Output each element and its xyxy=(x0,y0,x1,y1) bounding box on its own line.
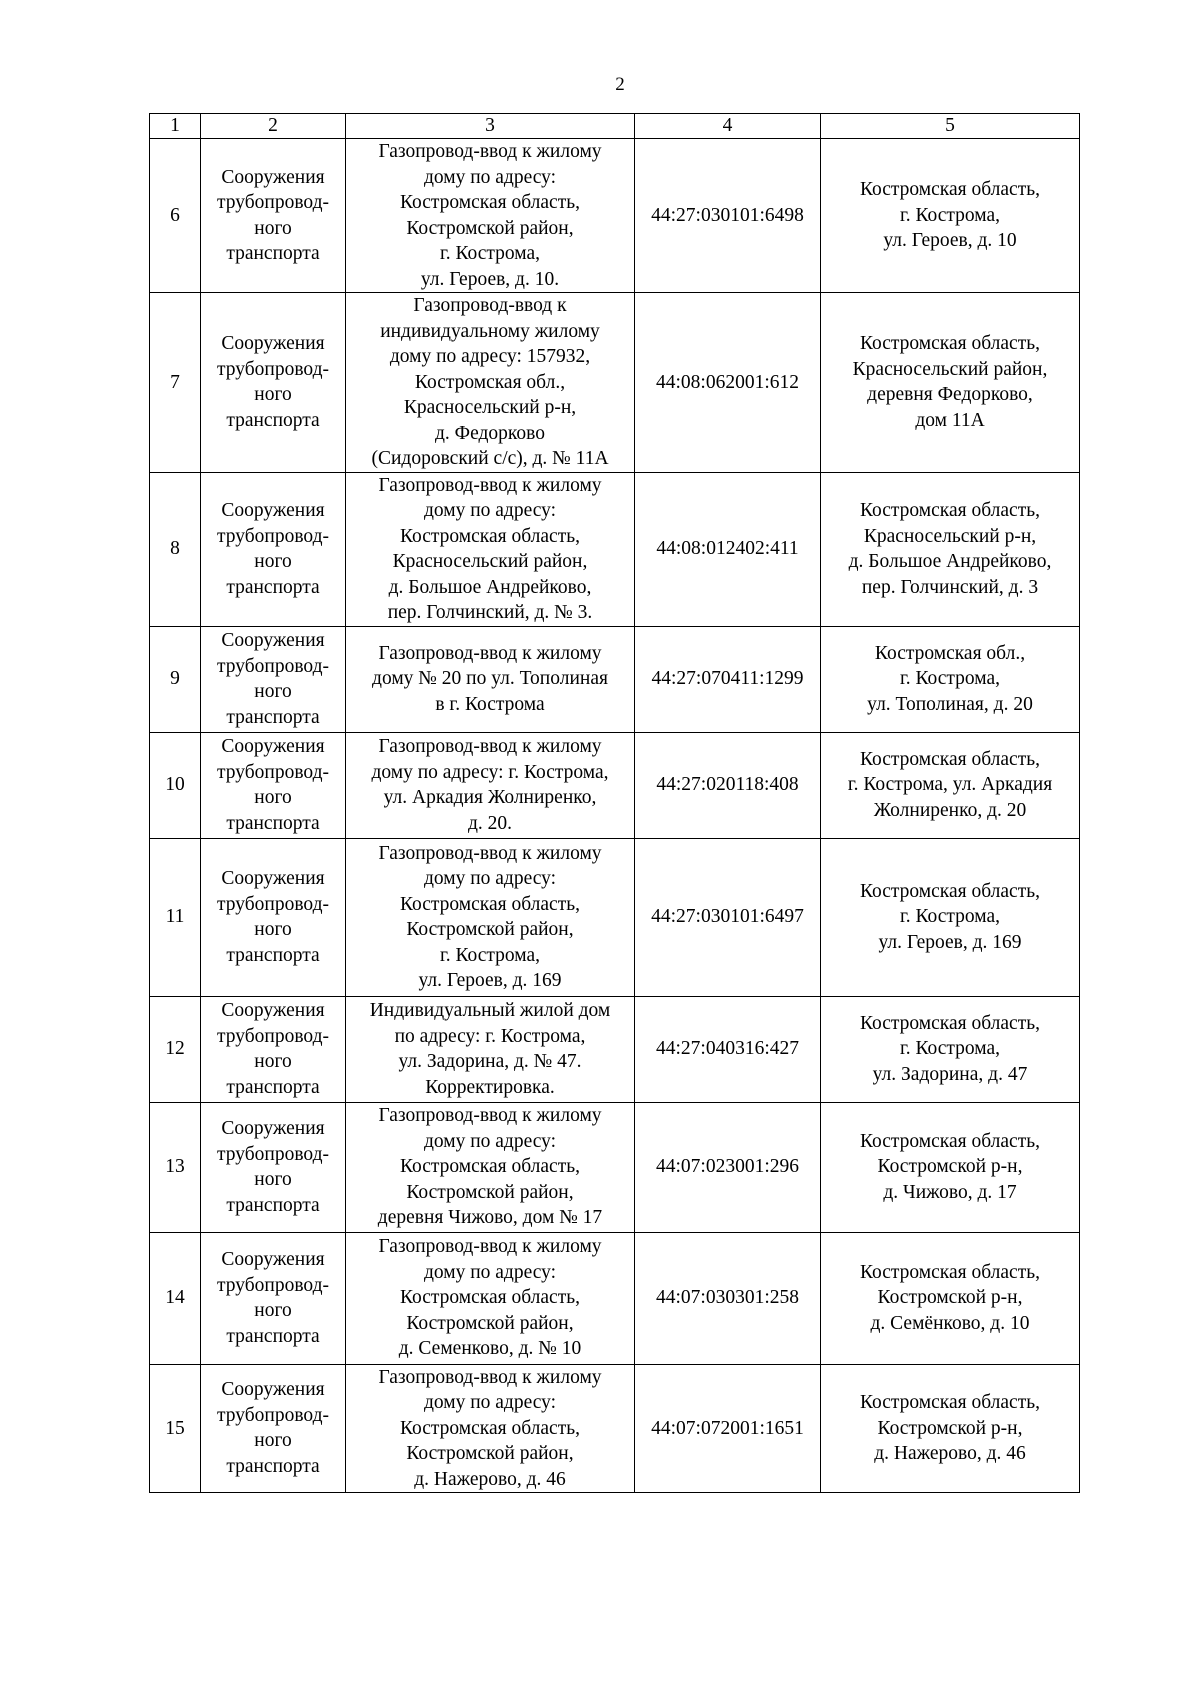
header-cell-2: 2 xyxy=(201,114,346,139)
object-description-cell xyxy=(346,1102,635,1232)
row-number-cell xyxy=(150,1232,201,1364)
object-address: Костромская область, г. Кострома, ул. Аркадия Жолниренко, д. 20 xyxy=(847,748,1053,821)
object-description: Газопровод-ввод к индивидуальному жилому дому по адресу: 157932, Костромская обл., Красносельский р-н, д. Федорково (Сидоровский с/с), д. № 11А xyxy=(371,295,609,469)
cadastral-number-cell xyxy=(635,472,821,626)
object-type-cell xyxy=(201,139,346,293)
object-address-cell xyxy=(821,996,1080,1102)
object-description: Газопровод-ввод к жилому дому по адресу: Костромская область, Красносельский район, д. Большое Андрейково, пер. Голчинский, д. № 3. xyxy=(378,474,602,623)
object-type-cell xyxy=(201,732,346,838)
cadastral-number: 44:07:030301:258 xyxy=(655,1287,799,1309)
cadastral-number-cell xyxy=(635,838,821,996)
table-row xyxy=(150,1102,1080,1232)
row-number: 10 xyxy=(165,774,185,796)
page-number: 2 xyxy=(615,74,625,95)
object-description-cell xyxy=(346,732,635,838)
object-type: Сооружения трубопровод- ного транспорта xyxy=(216,630,330,728)
cadastral-number: 44:08:062001:612 xyxy=(655,371,799,393)
row-number-cell xyxy=(150,472,201,626)
object-address: Костромская область, Красносельский район, деревня Федорково, дом 11А xyxy=(852,333,1048,431)
table-row xyxy=(150,626,1080,732)
object-address-cell xyxy=(821,293,1080,473)
object-address: Костромская область, Костромской р-н, д. Чижово, д. 17 xyxy=(859,1130,1040,1203)
objects-table xyxy=(149,113,1080,1493)
table-header-row xyxy=(150,114,1080,139)
table-row xyxy=(150,139,1080,293)
row-number: 14 xyxy=(165,1287,185,1309)
object-type: Сооружения трубопровод- ного транспорта xyxy=(216,166,330,264)
cadastral-number-cell xyxy=(635,1232,821,1364)
table-row xyxy=(150,996,1080,1102)
table-row xyxy=(150,293,1080,473)
cadastral-number: 44:08:012402:411 xyxy=(656,538,799,560)
cadastral-number-cell xyxy=(635,626,821,732)
object-address-cell xyxy=(821,1102,1080,1232)
object-address: Костромская область, Костромской р-н, д. Нажерово, д. 46 xyxy=(859,1392,1040,1464)
object-description: Газопровод-ввод к жилому дому № 20 по ул. Тополиная в г. Кострома xyxy=(372,642,608,715)
object-description-cell xyxy=(346,472,635,626)
header-cell-4: 4 xyxy=(635,114,821,139)
object-type-cell xyxy=(201,838,346,996)
cadastral-number: 44:27:030101:6498 xyxy=(651,204,804,226)
cadastral-number: 44:27:070411:1299 xyxy=(651,668,804,690)
object-description-cell xyxy=(346,139,635,293)
object-description-cell xyxy=(346,626,635,732)
row-number: 11 xyxy=(165,906,185,928)
cadastral-number-cell xyxy=(635,1364,821,1493)
object-type-cell xyxy=(201,1102,346,1232)
object-address: Костромская обл., г. Кострома, ул. Тополиная, д. 20 xyxy=(867,642,1033,715)
object-description: Газопровод-ввод к жилому дому по адресу: г. Кострома, ул. Аркадия Жолниренко, д. 20. xyxy=(371,736,609,834)
object-type: Сооружения трубопровод- ного транспорта xyxy=(216,333,330,431)
object-address-cell xyxy=(821,732,1080,838)
cadastral-number: 44:07:072001:1651 xyxy=(651,1417,804,1439)
row-number-cell xyxy=(150,293,201,473)
table-row xyxy=(150,1232,1080,1364)
row-number: 6 xyxy=(170,204,180,226)
object-address-cell xyxy=(821,1364,1080,1493)
table-row xyxy=(150,472,1080,626)
table-row xyxy=(150,732,1080,838)
row-number-cell xyxy=(150,1102,201,1232)
object-description: Газопровод-ввод к жилому дому по адресу: Костромская область, Костромской район, г. Кострома, ул. Героев, д. 10. xyxy=(378,141,602,290)
object-type: Сооружения трубопровод- ного транспорта xyxy=(216,1249,330,1347)
object-type-cell xyxy=(201,996,346,1102)
table-row xyxy=(150,838,1080,996)
object-description: Индивидуальный жилой дом по адресу: г. Кострома, ул. Задорина, д. № 47. Корректировка. xyxy=(369,1000,611,1098)
object-type: Сооружения трубопровод- ного транспорта xyxy=(216,500,330,598)
object-address: Костромская область, г. Кострома, ул. Героев, д. 169 xyxy=(859,880,1040,953)
row-number-cell xyxy=(150,1364,201,1493)
object-description: Газопровод-ввод к жилому дому по адресу: Костромская область, Костромской район, д. Нажерово, д. 46 xyxy=(378,1366,602,1490)
cadastral-number-cell xyxy=(635,1102,821,1232)
object-description: Газопровод-ввод к жилому дому по адресу: Костромская область, Костромской район, г. Кострома, ул. Героев, д. 169 xyxy=(378,842,602,991)
object-address-cell xyxy=(821,139,1080,293)
object-description-cell xyxy=(346,1364,635,1493)
row-number: 15 xyxy=(165,1417,185,1439)
cadastral-number: 44:27:020118:408 xyxy=(656,774,799,796)
row-number-cell xyxy=(150,996,201,1102)
object-type-cell xyxy=(201,472,346,626)
object-address-cell xyxy=(821,838,1080,996)
cadastral-number-cell xyxy=(635,996,821,1102)
header-cell-3: 3 xyxy=(346,114,635,139)
row-number: 13 xyxy=(165,1156,185,1178)
cadastral-number-cell xyxy=(635,732,821,838)
object-description-cell xyxy=(346,838,635,996)
row-number: 7 xyxy=(170,371,180,393)
cadastral-number-cell xyxy=(635,293,821,473)
object-address-cell xyxy=(821,626,1080,732)
object-type-cell xyxy=(201,626,346,732)
object-description-cell xyxy=(346,293,635,473)
object-address: Костромская область, Костромской р-н, д. Семёнково, д. 10 xyxy=(859,1261,1040,1334)
object-type-cell xyxy=(201,1364,346,1493)
header-cell-5: 5 xyxy=(821,114,1080,139)
object-description: Газопровод-ввод к жилому дому по адресу: Костромская область, Костромской район, деревня Чижово, дом № 17 xyxy=(377,1105,603,1229)
object-description-cell xyxy=(346,996,635,1102)
row-number-cell xyxy=(150,732,201,838)
object-address-cell xyxy=(821,1232,1080,1364)
row-number-cell xyxy=(150,626,201,732)
cadastral-number: 44:27:040316:427 xyxy=(655,1038,799,1060)
object-type: Сооружения трубопровод- ного транспорта xyxy=(216,1000,330,1098)
row-number-cell xyxy=(150,139,201,293)
cadastral-number-cell xyxy=(635,139,821,293)
header-cell-1: 1 xyxy=(150,114,201,139)
cadastral-number: 44:07:023001:296 xyxy=(655,1156,799,1178)
object-type: Сооружения трубопровод- ного транспорта xyxy=(216,736,330,834)
object-type: Сооружения трубопровод- ного транспорта xyxy=(216,868,330,966)
row-number: 8 xyxy=(170,538,180,560)
object-type: Сооружения трубопровод- ного транспорта xyxy=(216,1379,330,1477)
table-row xyxy=(150,1364,1080,1493)
object-type: Сооружения трубопровод- ного транспорта xyxy=(216,1118,330,1216)
object-address-cell xyxy=(821,472,1080,626)
row-number: 12 xyxy=(165,1038,185,1060)
object-description-cell xyxy=(346,1232,635,1364)
row-number: 9 xyxy=(170,668,180,690)
cadastral-number: 44:27:030101:6497 xyxy=(651,906,804,928)
object-address: Костромская область, г. Кострома, ул. Героев, д. 10 xyxy=(859,179,1040,252)
object-address: Костромская область, Красносельский р-н, д. Большое Андрейково, пер. Голчинский, д. 3 xyxy=(848,500,1052,598)
object-type-cell xyxy=(201,1232,346,1364)
object-description: Газопровод-ввод к жилому дому по адресу: Костромская область, Костромской район, д. Семенково, д. № 10 xyxy=(378,1236,602,1360)
row-number-cell xyxy=(150,838,201,996)
object-address: Костромская область, г. Кострома, ул. Задорина, д. 47 xyxy=(859,1012,1040,1085)
object-type-cell xyxy=(201,293,346,473)
